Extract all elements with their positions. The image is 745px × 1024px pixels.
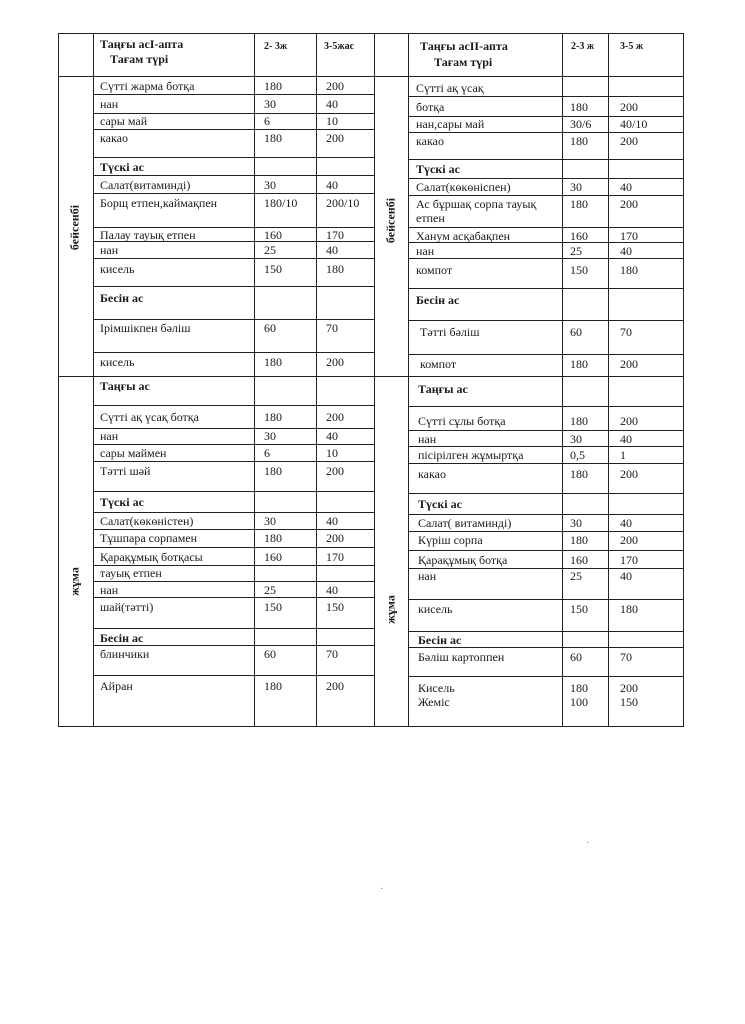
portion-small: 30 bbox=[264, 514, 276, 528]
portion-small: 180 bbox=[570, 134, 588, 148]
w1-row-line bbox=[93, 175, 374, 176]
menu-item: шай(тәтті) bbox=[100, 600, 154, 614]
right-border bbox=[683, 33, 684, 727]
week1-day2-label: жұма bbox=[67, 567, 82, 596]
w2-row-line bbox=[408, 178, 683, 179]
menu-item: Сүтті ақ үсақ ботқа bbox=[100, 410, 199, 424]
w1-row-line bbox=[93, 581, 374, 582]
portion-large: 200 bbox=[326, 355, 344, 369]
portion-large: 10 bbox=[326, 114, 338, 128]
portion-large: 40 bbox=[620, 516, 632, 530]
w1-row-line bbox=[93, 597, 374, 598]
portion-large: 40/10 bbox=[620, 117, 648, 131]
section-heading: Бесін ас bbox=[100, 631, 144, 645]
portion-large: 40 bbox=[620, 244, 632, 258]
portion-large: 40 bbox=[326, 514, 338, 528]
menu-item: Борщ етпен,каймақпен bbox=[100, 196, 218, 210]
portion-large: 200 bbox=[620, 467, 638, 481]
portion-small: 150 bbox=[570, 263, 588, 277]
portion-large: 40 bbox=[620, 432, 632, 446]
w1-row-line bbox=[93, 461, 374, 462]
week1-day-col-line bbox=[93, 33, 94, 727]
portion-small: 30 bbox=[264, 97, 276, 111]
portion-small: 30/6 bbox=[570, 117, 592, 131]
section-heading: Түскі ас bbox=[100, 495, 144, 509]
week1-title: Таңғы асI-апта bbox=[100, 37, 184, 51]
week2-day-col-line bbox=[408, 33, 409, 727]
w1-row-line bbox=[93, 675, 374, 676]
portion-large: 180 bbox=[620, 263, 638, 277]
week1-subtitle: Тағам түрі bbox=[110, 52, 169, 66]
portion-small: 30 bbox=[264, 429, 276, 443]
menu-item: Жеміс bbox=[418, 695, 450, 709]
section-heading: Бесін ас bbox=[416, 293, 460, 307]
portion-large: 170 bbox=[620, 229, 638, 243]
w2-row-line bbox=[408, 550, 683, 551]
w1-row-line bbox=[93, 529, 374, 530]
menu-item: кисель bbox=[418, 602, 453, 616]
portion-large: 40 bbox=[620, 569, 632, 583]
portion-small: 25 bbox=[264, 583, 276, 597]
w1-row-line bbox=[93, 444, 374, 445]
portion-large: 70 bbox=[620, 325, 632, 339]
w2-row-line bbox=[408, 463, 683, 464]
section-heading: Түскі ас bbox=[416, 162, 460, 176]
portion-small: 25 bbox=[264, 243, 276, 257]
menu-item: нан bbox=[416, 244, 435, 258]
w2-row-line bbox=[408, 568, 683, 569]
w2-row-line bbox=[408, 132, 683, 133]
w2-row-line bbox=[408, 446, 683, 447]
portion-large: 200/10 bbox=[326, 196, 360, 210]
portion-large: 70 bbox=[620, 650, 632, 664]
portion-large: 200 bbox=[326, 79, 344, 93]
week2-col1-line bbox=[562, 33, 563, 727]
portion-large: 70 bbox=[326, 321, 338, 335]
portion-small: 150 bbox=[264, 262, 282, 276]
menu-item: Қарақұмық ботқасы bbox=[100, 550, 203, 564]
w1-row-line bbox=[93, 512, 374, 513]
menu-item: Қарақұмық ботқа bbox=[418, 553, 508, 567]
menu-item: нан,сары май bbox=[416, 117, 485, 131]
w2-row-line bbox=[408, 96, 683, 97]
week1-col1-line bbox=[254, 33, 255, 727]
portion-small: 180 bbox=[264, 410, 282, 424]
menu-item: Салат(көкөніспен) bbox=[416, 180, 511, 194]
week2-col1-header: 2-3 ж bbox=[571, 41, 595, 52]
w1-row-line bbox=[93, 352, 374, 353]
menu-item: кисель bbox=[100, 355, 135, 369]
menu-item: Сүтті ақ үсақ bbox=[416, 81, 484, 95]
w2-row-line bbox=[408, 631, 683, 632]
menu-item: сары май bbox=[100, 114, 148, 128]
menu-item: Салат(көкөністен) bbox=[100, 514, 194, 528]
portion-small: 180 bbox=[570, 681, 588, 695]
portion-large: 200 bbox=[620, 414, 638, 428]
portion-large: 200 bbox=[326, 464, 344, 478]
portion-large: 170 bbox=[326, 550, 344, 564]
portion-large: 40 bbox=[326, 429, 338, 443]
portion-small: 180 bbox=[570, 533, 588, 547]
portion-large: 40 bbox=[326, 243, 338, 257]
w1-row-line bbox=[93, 645, 374, 646]
portion-large: 200 bbox=[620, 197, 638, 211]
menu-item: нан bbox=[418, 569, 437, 583]
w2-row-line bbox=[408, 493, 683, 494]
menu-item: Тәтті бәліш bbox=[420, 325, 480, 339]
section-heading: Бесін ас bbox=[418, 633, 462, 647]
menu-item: нан bbox=[100, 97, 119, 111]
portion-small: 30 bbox=[264, 178, 276, 192]
scan-speck: · bbox=[380, 884, 384, 895]
portion-small: 160 bbox=[570, 553, 588, 567]
portion-small: 6 bbox=[264, 446, 270, 460]
menu-item: Салат( витаминді) bbox=[418, 516, 512, 530]
menu-item: тауық етпен bbox=[100, 566, 162, 580]
portion-large: 40 bbox=[326, 97, 338, 111]
portion-large: 40 bbox=[326, 178, 338, 192]
week1-col2-header: 3-5жас bbox=[324, 41, 355, 52]
portion-small: 180 bbox=[570, 197, 588, 211]
menu-item: сары маймен bbox=[100, 446, 167, 460]
portion-large: 200 bbox=[326, 131, 344, 145]
portion-small: 6 bbox=[264, 114, 270, 128]
portion-small: 150 bbox=[570, 602, 588, 616]
bottom-border bbox=[58, 726, 683, 727]
week1-col1-header: 2- 3ж bbox=[264, 41, 288, 52]
w2-row-line bbox=[408, 195, 683, 196]
menu-item: Сүтті сұлы ботқа bbox=[418, 414, 506, 428]
section-heading: Түскі ас bbox=[418, 497, 462, 511]
portion-small: 150 bbox=[264, 600, 282, 614]
portion-small: 30 bbox=[570, 516, 582, 530]
portion-small: 180 bbox=[570, 100, 588, 114]
week2-col2-line bbox=[608, 33, 609, 727]
week1-col2-line bbox=[316, 33, 317, 727]
week2-subtitle: Тағам түрі bbox=[434, 55, 493, 69]
portion-large: 200 bbox=[620, 681, 638, 695]
menu-item: Тұшпара сорпамен bbox=[100, 531, 198, 545]
section-heading: Таңғы ас bbox=[418, 382, 468, 396]
top-border bbox=[58, 33, 683, 34]
w1-row-line bbox=[93, 547, 374, 548]
menu-item: ботқа bbox=[416, 100, 445, 114]
menu-item: какао bbox=[416, 134, 444, 148]
menu-item: нан bbox=[100, 243, 119, 257]
menu-item: какао bbox=[100, 131, 128, 145]
menu-item: Салат(витаминді) bbox=[100, 178, 191, 192]
w2-row-line bbox=[408, 599, 683, 600]
w1-row-line bbox=[93, 129, 374, 130]
portion-small: 180 bbox=[264, 679, 282, 693]
portion-small: 160 bbox=[264, 550, 282, 564]
w2-row-line bbox=[408, 320, 683, 321]
portion-large: 200 bbox=[326, 410, 344, 424]
w1-row-line bbox=[93, 286, 374, 287]
portion-large: 170 bbox=[326, 228, 344, 242]
portion-large: 180 bbox=[620, 602, 638, 616]
portion-small: 180 bbox=[264, 79, 282, 93]
section-heading: Таңғы ас bbox=[100, 379, 150, 393]
portion-large: 180 bbox=[326, 262, 344, 276]
portion-large: 40 bbox=[326, 583, 338, 597]
w1-row-line bbox=[93, 258, 374, 259]
portion-large: 10 bbox=[326, 446, 338, 460]
portion-small: 180 bbox=[264, 355, 282, 369]
menu-item: Кисель bbox=[418, 681, 455, 695]
portion-large: 200 bbox=[620, 100, 638, 114]
portion-large: 150 bbox=[620, 695, 638, 709]
portion-small: 180/10 bbox=[264, 196, 298, 210]
week2-title: Таңғы асII-апта bbox=[420, 39, 508, 53]
portion-small: 0,5 bbox=[570, 448, 585, 462]
w1-row-line bbox=[93, 491, 374, 492]
menu-item: компот bbox=[416, 263, 453, 277]
w2-row-line bbox=[408, 647, 683, 648]
portion-small: 100 bbox=[570, 695, 588, 709]
menu-item: какао bbox=[418, 467, 446, 481]
portion-small: 60 bbox=[264, 321, 276, 335]
scan-speck: · bbox=[586, 838, 590, 849]
portion-small: 30 bbox=[570, 432, 582, 446]
portion-large: 200 bbox=[620, 533, 638, 547]
w2-row-line bbox=[408, 430, 683, 431]
portion-small: 180 bbox=[570, 357, 588, 371]
portion-small: 180 bbox=[264, 531, 282, 545]
left-border bbox=[58, 33, 59, 727]
portion-small: 180 bbox=[570, 414, 588, 428]
menu-item: нан bbox=[100, 429, 119, 443]
menu-item: Бәліш картоппен bbox=[418, 650, 505, 664]
portion-large: 200 bbox=[326, 531, 344, 545]
portion-small: 60 bbox=[570, 650, 582, 664]
portion-small: 160 bbox=[570, 229, 588, 243]
w2-row-line bbox=[408, 227, 683, 228]
portion-small: 60 bbox=[570, 325, 582, 339]
week1-day1-label: бейсенбі bbox=[67, 204, 82, 251]
w1-row-line bbox=[93, 94, 374, 95]
menu-item: блинчики bbox=[100, 647, 150, 661]
portion-small: 25 bbox=[570, 244, 582, 258]
portion-small: 160 bbox=[264, 228, 282, 242]
header-divider bbox=[58, 76, 683, 77]
menu-item: Ас бұршақ сорпа тауық bbox=[416, 197, 537, 211]
portion-large: 200 bbox=[326, 679, 344, 693]
portion-large: 200 bbox=[620, 134, 638, 148]
w1-row-line bbox=[93, 157, 374, 158]
portion-small: 180 bbox=[570, 467, 588, 481]
middle-line bbox=[374, 33, 375, 727]
portion-small: 60 bbox=[264, 647, 276, 661]
menu-item: пісірілген жұмыртқа bbox=[418, 448, 524, 462]
menu-item: Палау тауық етпен bbox=[100, 228, 196, 242]
section-heading: Бесін ас bbox=[100, 291, 144, 305]
w2-row-line bbox=[408, 159, 683, 160]
day-divider bbox=[58, 376, 683, 377]
w1-row-line bbox=[93, 193, 374, 194]
portion-small: 25 bbox=[570, 569, 582, 583]
menu-item: Ірімшікпен бәліш bbox=[100, 321, 191, 335]
menu-item: компот bbox=[420, 357, 457, 371]
w2-row-line bbox=[408, 676, 683, 677]
w2-row-line bbox=[408, 258, 683, 259]
w2-row-line bbox=[408, 354, 683, 355]
w2-row-line bbox=[408, 288, 683, 289]
menu-item: нан bbox=[418, 432, 437, 446]
section-heading: Түскі ас bbox=[100, 160, 144, 174]
portion-small: 180 bbox=[264, 131, 282, 145]
menu-item: Айран bbox=[100, 679, 133, 693]
w1-row-line bbox=[93, 628, 374, 629]
w2-row-line bbox=[408, 406, 683, 407]
portion-small: 180 bbox=[264, 464, 282, 478]
portion-large: 1 bbox=[620, 448, 626, 462]
week2-col2-header: 3-5 ж bbox=[620, 41, 644, 52]
menu-item: Тәтті шәй bbox=[100, 464, 151, 478]
w2-row-line bbox=[408, 514, 683, 515]
menu-item: Сүтті жарма ботқа bbox=[100, 79, 195, 93]
portion-large: 70 bbox=[326, 647, 338, 661]
w1-row-line bbox=[93, 405, 374, 406]
week2-day2-label: жұма bbox=[383, 595, 398, 624]
portion-large: 40 bbox=[620, 180, 632, 194]
menu-item: нан bbox=[100, 583, 119, 597]
menu-item: етпен bbox=[416, 211, 445, 225]
portion-large: 170 bbox=[620, 553, 638, 567]
week2-day1-label: бейсенбі bbox=[383, 197, 398, 244]
portion-large: 200 bbox=[620, 357, 638, 371]
w1-row-line bbox=[93, 319, 374, 320]
menu-item: кисель bbox=[100, 262, 135, 276]
w2-row-line bbox=[408, 531, 683, 532]
portion-small: 30 bbox=[570, 180, 582, 194]
menu-item: Ханум асқабақпен bbox=[416, 229, 511, 243]
menu-item: Күріш сорпа bbox=[418, 533, 483, 547]
portion-large: 150 bbox=[326, 600, 344, 614]
